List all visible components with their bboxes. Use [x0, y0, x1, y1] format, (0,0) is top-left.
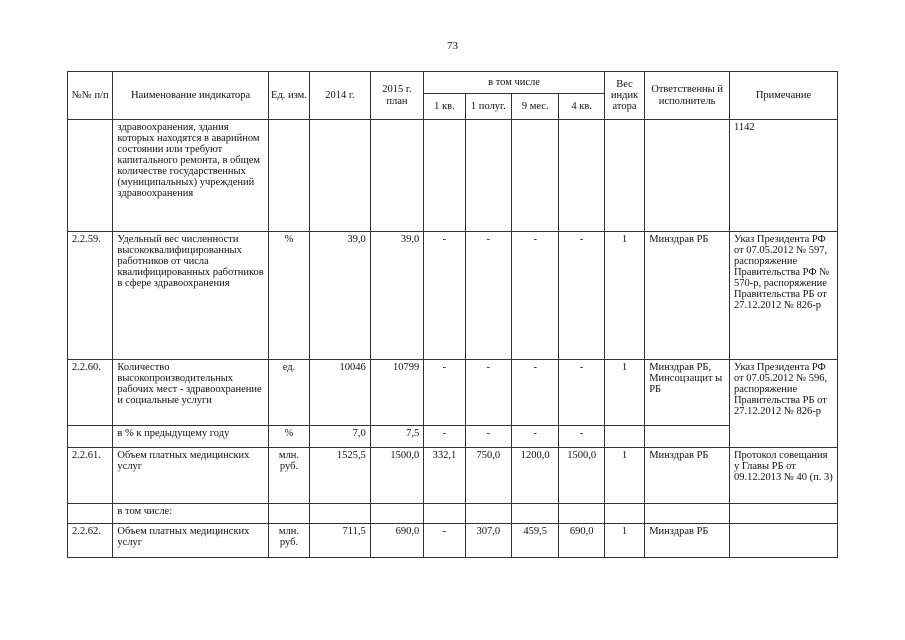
cell-q1	[424, 120, 465, 232]
cell-weight	[604, 504, 644, 524]
header-note: Примечание	[729, 72, 837, 120]
cell-h1: -	[465, 360, 511, 426]
header-responsible: Ответственны й исполнитель	[645, 72, 730, 120]
cell-h1: -	[465, 426, 511, 448]
cell-2014: 10046	[310, 360, 371, 426]
cell-2015	[370, 504, 423, 524]
cell-h1: -	[465, 232, 511, 360]
header-2014: 2014 г.	[310, 72, 371, 120]
cell-note: Указ Президента РФ от 07.05.2012 № 596, распоряжение Правительства РБ от 27.12.2012 № 826-р	[729, 360, 837, 448]
cell-2014: 7,0	[310, 426, 371, 448]
cell-responsible: Минздрав РБ	[645, 232, 730, 360]
cell-unit: %	[268, 232, 309, 360]
header-name: Наименование индикатора	[113, 72, 268, 120]
header-num: №№ п/п	[68, 72, 113, 120]
cell-unit: %	[268, 426, 309, 448]
cell-responsible	[645, 426, 730, 448]
cell-h1	[465, 504, 511, 524]
cell-2014	[310, 120, 371, 232]
cell-name: Объем платных медицинских услуг	[113, 524, 268, 558]
cell-name: Объем платных медицинских услуг	[113, 448, 268, 504]
cell-num: 2.2.62.	[68, 524, 113, 558]
cell-responsible: Минздрав РБ	[645, 524, 730, 558]
cell-weight: 1	[604, 448, 644, 504]
header-unit: Ед. изм.	[268, 72, 309, 120]
header-9m: 9 мес.	[512, 94, 559, 120]
cell-2014: 39,0	[310, 232, 371, 360]
cell-num	[68, 504, 113, 524]
cell-q1: -	[424, 524, 465, 558]
cell-responsible: Минздрав РБ, Минсоцзащит ы РБ	[645, 360, 730, 426]
cell-name: здравоохранения, здания которых находятся в аварийном состоянии или требуют капитального ремонта, в общем количестве государственных (муниципальных) учреждений здравоохранения	[113, 120, 268, 232]
cell-q1: -	[424, 232, 465, 360]
cell-q4: -	[559, 426, 604, 448]
cell-2015: 690,0	[370, 524, 423, 558]
header-q1: 1 кв.	[424, 94, 465, 120]
cell-2015: 10799	[370, 360, 423, 426]
cell-name: Удельный вес численности высококвалифицированных работников от числа квалифицированных работников в сфере здравоохранения	[113, 232, 268, 360]
cell-q4	[559, 504, 604, 524]
table-row	[68, 120, 838, 232]
cell-unit: ед.	[268, 360, 309, 426]
cell-q4: 1500,0	[559, 448, 604, 504]
cell-q4: 690,0	[559, 524, 604, 558]
cell-name: в том числе:	[113, 504, 268, 524]
header-including: в том числе	[424, 72, 605, 94]
cell-responsible	[645, 120, 730, 232]
cell-2015: 7,5	[370, 426, 423, 448]
cell-2014: 711,5	[310, 524, 371, 558]
cell-name: Количество высокопроизводительных рабочих мест - здравоохранение и социальные услуги	[113, 360, 268, 426]
cell-unit	[268, 120, 309, 232]
cell-9m: 1200,0	[512, 448, 559, 504]
cell-h1: 307,0	[465, 524, 511, 558]
cell-unit	[268, 504, 309, 524]
cell-num	[68, 120, 113, 232]
table-row	[68, 448, 838, 504]
cell-2014: 1525,5	[310, 448, 371, 504]
page-number: 73	[447, 40, 458, 52]
header-h1: 1 полуг.	[465, 94, 511, 120]
cell-2015	[370, 120, 423, 232]
cell-2015: 39,0	[370, 232, 423, 360]
indicators-table	[67, 71, 838, 558]
header-2015: 2015 г. план	[370, 72, 423, 120]
table-row	[68, 426, 838, 448]
cell-unit: млн. руб.	[268, 524, 309, 558]
cell-name: в % к предыдущему году	[113, 426, 268, 448]
cell-responsible	[645, 504, 730, 524]
cell-q4	[559, 120, 604, 232]
cell-unit: млн. руб.	[268, 448, 309, 504]
header-weight: Вес индик атора	[604, 72, 644, 120]
cell-q4: -	[559, 360, 604, 426]
table-row	[68, 524, 838, 558]
cell-weight: 1	[604, 360, 644, 426]
cell-num: 2.2.59.	[68, 232, 113, 360]
cell-q1: -	[424, 426, 465, 448]
cell-q4: -	[559, 232, 604, 360]
cell-weight	[604, 120, 644, 232]
cell-q1	[424, 504, 465, 524]
cell-weight: 1	[604, 232, 644, 360]
cell-9m: -	[512, 232, 559, 360]
cell-num: 2.2.60.	[68, 360, 113, 426]
cell-9m: -	[512, 360, 559, 426]
table-row	[68, 360, 838, 426]
cell-note: Протокол совещания у Главы РБ от 09.12.2013 № 40 (п. 3)	[729, 448, 837, 504]
cell-q1: -	[424, 360, 465, 426]
cell-weight	[604, 426, 644, 448]
cell-9m	[512, 120, 559, 232]
cell-note	[729, 524, 837, 558]
table-row	[68, 232, 838, 360]
cell-note: 1142	[729, 120, 837, 232]
cell-note	[729, 504, 837, 524]
cell-2014	[310, 504, 371, 524]
cell-9m	[512, 504, 559, 524]
table-row	[68, 504, 838, 524]
cell-9m: 459,5	[512, 524, 559, 558]
cell-q1: 332,1	[424, 448, 465, 504]
cell-h1	[465, 120, 511, 232]
cell-9m: -	[512, 426, 559, 448]
cell-h1: 750,0	[465, 448, 511, 504]
cell-num	[68, 426, 113, 448]
header-q4: 4 кв.	[559, 94, 604, 120]
cell-weight: 1	[604, 524, 644, 558]
cell-num: 2.2.61.	[68, 448, 113, 504]
cell-2015: 1500,0	[370, 448, 423, 504]
cell-responsible: Минздрав РБ	[645, 448, 730, 504]
cell-note: Указ Президента РФ от 07.05.2012 № 597, распоряжение Правительства РФ № 570-р, распоряжение Правительства РБ от 27.12.2012 № 826-р	[729, 232, 837, 360]
